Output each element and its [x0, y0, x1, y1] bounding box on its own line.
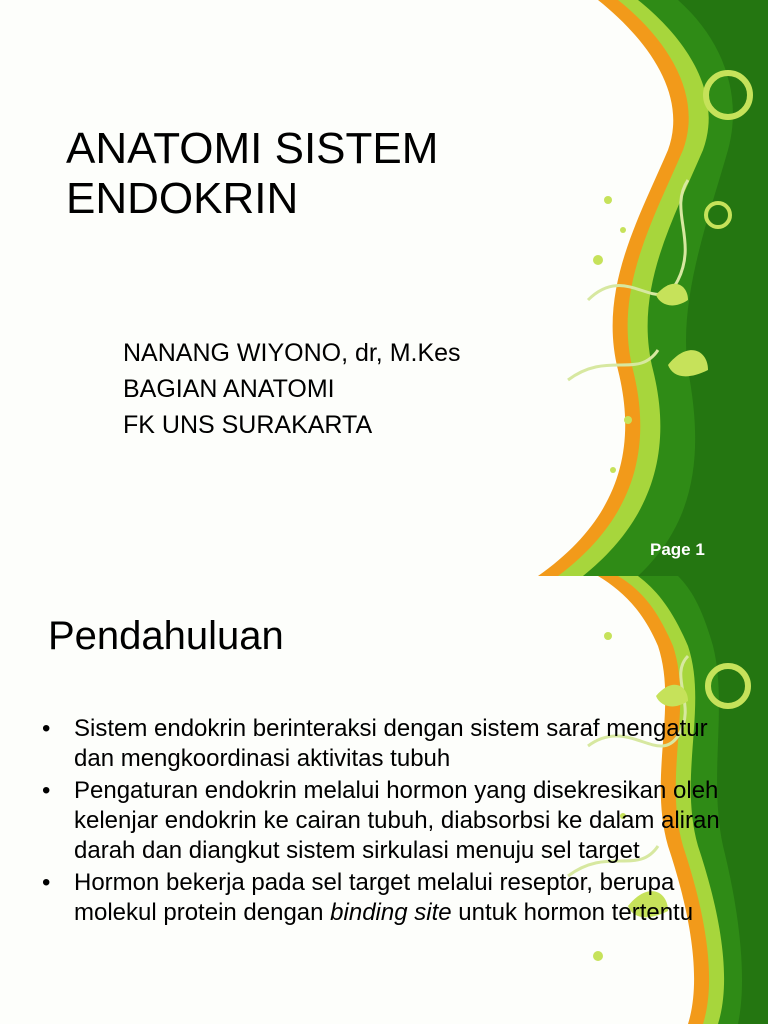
section-title: Pendahuluan: [48, 614, 284, 658]
bullet-text-italic: binding site: [330, 899, 452, 926]
bullet-list: [40, 714, 730, 930]
author-block: [123, 335, 461, 443]
page-number: Page 1: [650, 540, 705, 559]
list-item: [40, 868, 730, 928]
slide-title: [66, 124, 438, 224]
title-line-2: ENDOKRIN: [66, 174, 299, 223]
institution: FK UNS SURAKARTA: [123, 411, 373, 439]
bullet-icon: •: [42, 715, 51, 742]
title-line-1: ANATOMI SISTEM: [66, 124, 439, 173]
bullet-text: Sistem endokrin berinteraksi dengan sistem saraf mengatur dan mengkoordinasi aktivitas tubuh: [74, 715, 708, 772]
author-name: NANANG WIYONO, dr, M.Kes: [123, 339, 461, 367]
list-item: [40, 776, 730, 866]
bullet-icon: •: [42, 777, 51, 804]
bullet-text: Pengaturan endokrin melalui hormon yang disekresikan oleh kelenjar endokrin ke cairan tubuh, diabsorbsi ke dalam aliran darah dan diangkut sistem sirkulasi menuju sel target: [74, 777, 720, 864]
department: BAGIAN ANATOMI: [123, 375, 335, 403]
bullet-text-part: untuk hormon tertentu: [451, 899, 694, 926]
slide-2: [0, 576, 768, 1024]
bullet-text-part: Hormon bekerja pada sel target melalui reseptor, berupa molekul protein dengan: [74, 869, 675, 926]
bullet-icon: •: [42, 869, 51, 896]
list-item: [40, 714, 730, 774]
swirl-vine-decoration: [528, 0, 768, 576]
